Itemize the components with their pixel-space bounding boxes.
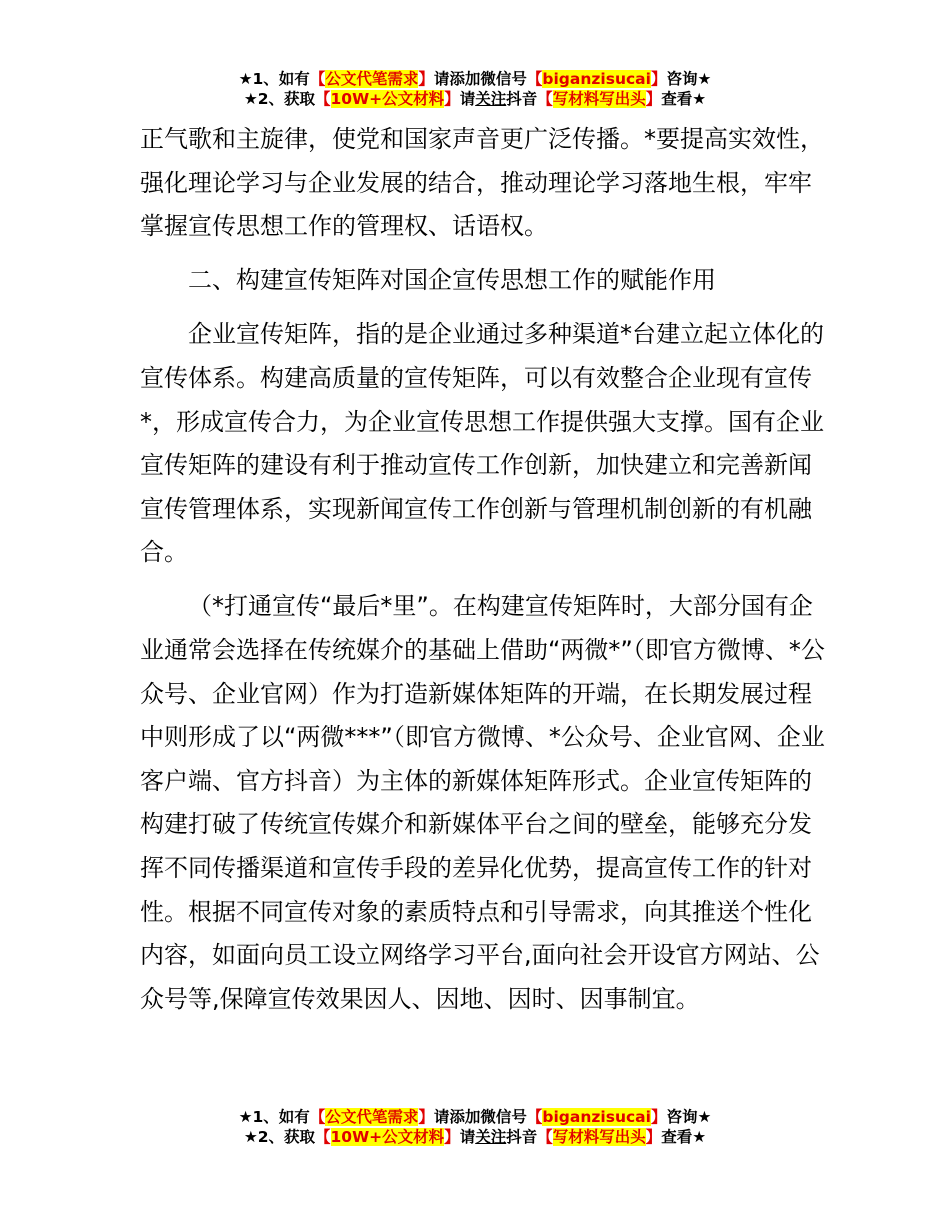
header-bracket: 【 (315, 90, 331, 108)
header-bracket: 】 (418, 70, 434, 88)
paragraph-3: 企业宣传矩阵，指的是企业通过多种渠道*台建立起立体化的宣传体系。构建高质量的宣传矩阵，可以有效整合企业现有宣传*，形成宣传合力，为企业宣传思想工作提供强大支撑。国有企业宣传矩阵的建设有利于推动宣传工作创新，加快建立和完善新闻宣传管理体系，实现新闻宣传工作创新与管理机制创新的有机融合。 (140, 320, 824, 567)
header-line-2-suffix: 查看★ (661, 90, 707, 108)
header-highlight-wechat: biganzisucai (542, 70, 651, 88)
header-line-1-prefix: ★1、如有 (238, 70, 310, 88)
header-highlight-douyin: 写材料写出头 (552, 90, 646, 108)
paragraph-1: 正气歌和主旋律，使党和国家声音更广泛传播。*要提高实效性，强化理论学习与企业发展的结合，推动理论学习落地生根，牢牢掌握宣传思想工作的管理权、话语权。 (140, 125, 824, 241)
footer-banner (0, 1107, 950, 1147)
header-highlight-materials: 10W+公文材料 (330, 90, 445, 108)
header-bracket: 】 (650, 70, 667, 88)
footer-line-1-mid: 请添加微信号 (433, 1108, 527, 1126)
footer-highlight-service: 公文代笔需求 (325, 1108, 419, 1126)
footer-line-1 (0, 1107, 950, 1127)
footer-highlight-wechat: biganzisucai (542, 1108, 651, 1126)
footer-bracket: 【 (309, 1108, 326, 1126)
footer-bracket: 】 (645, 1128, 662, 1146)
footer-line-2-prefix: ★2、获取 (243, 1128, 315, 1146)
header-follow-link: 关注 (475, 90, 507, 108)
footer-bracket: 】 (418, 1108, 434, 1126)
footer-follow-link: 关注 (475, 1128, 507, 1146)
header-line-1-mid: 请添加微信号 (433, 70, 527, 88)
header-line-2 (0, 89, 950, 109)
paragraph-4: （*打通宣传“最后*里”。在构建宣传矩阵时，大部分国有企业通常会选择在传统媒介的基础上借助“两微*”（即官方微博、*公众号、企业官网）作为打造新媒体矩阵的开端，在长期发展过程中则形成了以“两微***”（即官方微博、*公众号、企业官网、企业客户端、官方抖音）为主体的新媒体矩阵形式。企业宣传矩阵的构建打破了传统宣传媒介和新媒体平台之间的壁垒，能够充分发挥不同传播渠道和宣传手段的差异化优势，提高宣传工作的针对性。根据不同宣传对象的素质特点和引导需求，向其推送个性化内容，如面向员工设立网络学习平台,面向社会开设官方网站、公众号等,保障宣传效果因人、因地、因时、因事制宜。 (140, 592, 825, 1013)
footer-line-2-suffix: 查看★ (661, 1128, 707, 1146)
header-bracket: 【 (537, 90, 553, 108)
footer-line-1-prefix: ★1、如有 (238, 1108, 310, 1126)
footer-line-2-mid: 抖音 (506, 1128, 538, 1146)
footer-bracket: 】 (444, 1128, 460, 1146)
footer-line-1-suffix: 咨询★ (666, 1108, 712, 1126)
footer-highlight-materials: 10W+公文材料 (330, 1128, 445, 1146)
footer-bracket: 】 (650, 1108, 667, 1126)
header-bracket: 】 (645, 90, 662, 108)
footer-bracket: 【 (526, 1108, 543, 1126)
footer-highlight-douyin: 写材料写出头 (552, 1128, 646, 1146)
header-bracket: 】 (444, 90, 460, 108)
section-heading: 二、构建宣传矩阵对国企宣传思想工作的赋能作用 (188, 266, 716, 295)
header-line-2-prefix: ★2、获取 (243, 90, 315, 108)
footer-bracket: 【 (315, 1128, 331, 1146)
footer-bracket: 【 (537, 1128, 553, 1146)
footer-line-2-mid: 请 (459, 1128, 476, 1146)
header-bracket: 【 (526, 70, 543, 88)
header-highlight-service: 公文代笔需求 (325, 70, 419, 88)
header-bracket: 【 (309, 70, 326, 88)
footer-line-2 (0, 1127, 950, 1147)
header-line-2-mid: 抖音 (506, 90, 538, 108)
header-line-1-suffix: 咨询★ (666, 70, 712, 88)
header-banner (0, 69, 950, 109)
header-line-1 (0, 69, 950, 89)
header-line-2-mid: 请 (459, 90, 476, 108)
document-body (140, 118, 830, 1021)
